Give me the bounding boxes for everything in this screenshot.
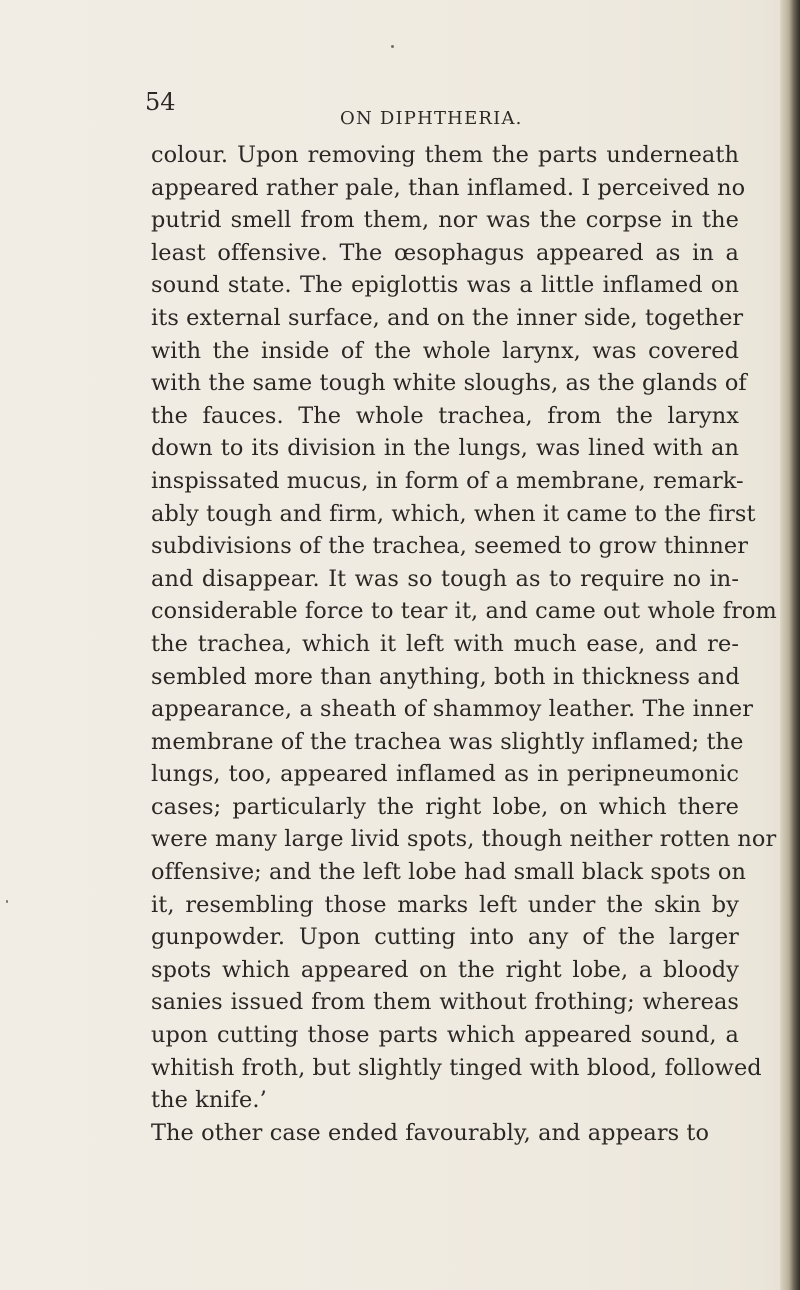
- text-line: gunpowder. Upon cutting into any of the larger: [151, 924, 739, 951]
- text-line: appearance, a sheath of shammoy leather. The inner: [151, 696, 754, 723]
- page-edge-shadow: [780, 0, 800, 1290]
- text-line: down to its division in the lungs, was lined with an: [151, 435, 739, 462]
- page-number: 54: [145, 88, 176, 116]
- text-line: the trachea, which it left with much ease, and re-: [151, 630, 739, 657]
- text-line: sembled more than anything, both in thickness and: [151, 663, 740, 690]
- text-line: upon cutting those parts which appeared sound, a: [151, 1022, 739, 1049]
- ink-speck: [391, 45, 394, 48]
- text-line: inspissated mucus, in form of a membrane, remark-: [151, 467, 744, 494]
- text-line: sound state. The epiglottis was a little inflamed on: [151, 272, 739, 299]
- text-line: appeared rather pale, than inflamed. I perceived no: [151, 174, 746, 201]
- text-line: ably tough and firm, which, when it came to the first: [151, 500, 756, 527]
- ink-speck: [6, 900, 8, 903]
- text-line: lungs, too, appeared inflamed as in peripneumonic: [151, 761, 739, 788]
- running-head: ON DIPHTHERIA.: [340, 108, 523, 129]
- text-line: with the same tough white sloughs, as the glands of: [151, 370, 747, 397]
- text-line: the knife.’: [151, 1087, 267, 1114]
- text-line: the fauces. The whole trachea, from the larynx: [151, 402, 739, 429]
- text-line: putrid smell from them, nor was the corpse in the: [151, 207, 739, 234]
- text-line: membrane of the trachea was slightly inflamed; the: [151, 728, 744, 755]
- text-line: whitish froth, but slightly tinged with blood, followed: [151, 1054, 762, 1081]
- text-line: considerable force to tear it, and came out whole from: [151, 598, 777, 625]
- text-line: spots which appeared on the right lobe, a bloody: [151, 956, 739, 983]
- text-line: were many large livid spots, though neither rotten nor: [151, 826, 777, 853]
- text-line: with the inside of the whole larynx, was covered: [151, 337, 739, 364]
- text-line: The other case ended favourably, and appears to: [151, 1119, 710, 1146]
- text-line: subdivisions of the trachea, seemed to grow thinner: [151, 533, 749, 560]
- text-line: colour. Upon removing them the parts underneath: [151, 142, 739, 168]
- text-line: and disappear. It was so tough as to require no in-: [151, 565, 739, 592]
- body-text: [151, 139, 777, 1149]
- text-line: cases; particularly the right lobe, on which there: [151, 793, 739, 820]
- text-line: its external surface, and on the inner side, together: [151, 304, 744, 331]
- text-line: least offensive. The œsophagus appeared as in a: [151, 239, 739, 266]
- text-line: it, resembling those marks left under the skin by: [151, 891, 739, 918]
- text-line: offensive; and the left lobe had small black spots on: [151, 859, 747, 886]
- text-line: sanies issued from them without frothing; whereas: [151, 989, 739, 1016]
